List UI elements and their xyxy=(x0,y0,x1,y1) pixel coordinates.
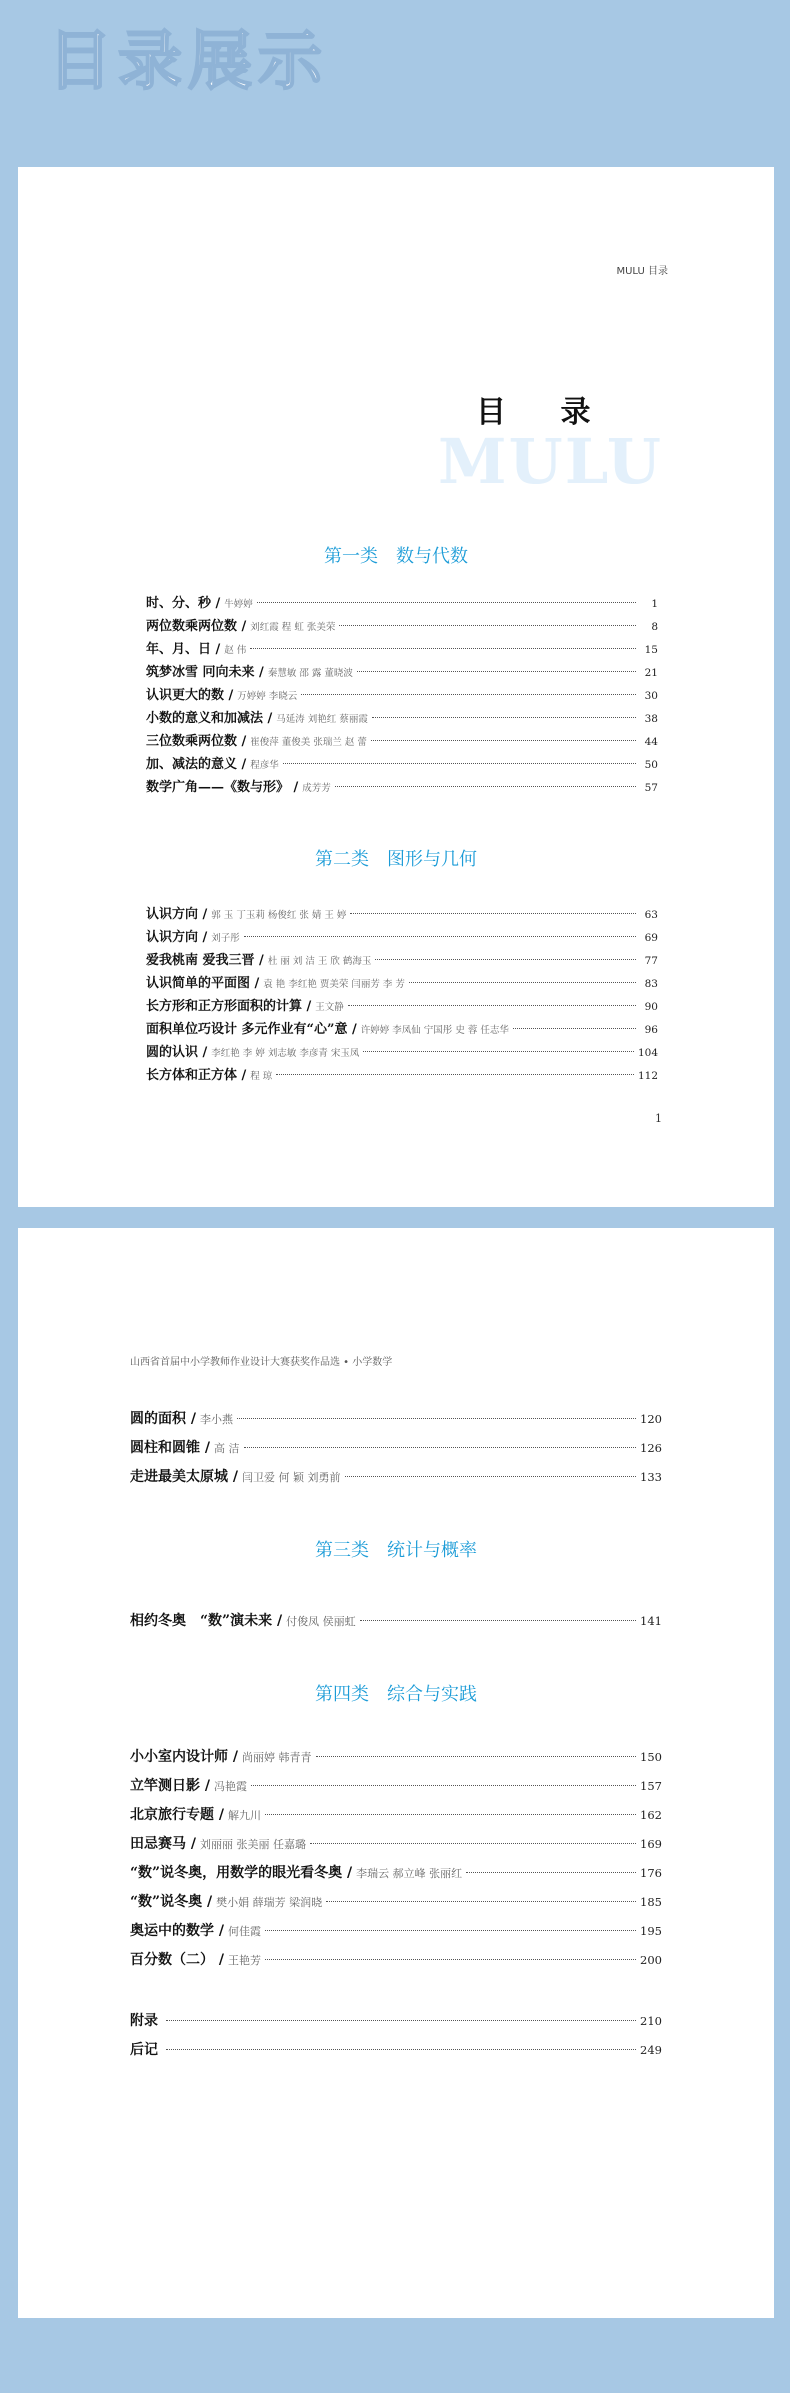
entry-title: 时、分、秒 / xyxy=(146,596,221,611)
toc-entry[interactable] xyxy=(130,1804,662,1833)
entry-author: 牛婷婷 xyxy=(224,599,253,610)
entry-author: 尚丽婷 韩青青 xyxy=(242,1751,312,1764)
entry-title: “数”说冬奥 / xyxy=(130,1894,213,1910)
entry-title: 奥运中的数学 / xyxy=(130,1923,224,1939)
entry-title: 相约冬奥 “数”演未来 / xyxy=(130,1613,283,1629)
entry-page-number: 195 xyxy=(640,1924,662,1938)
entry-title: 面积单位巧设计 多元作业有“心”意 / xyxy=(146,1022,357,1037)
toc-page-2 xyxy=(18,1228,774,2318)
entry-title: 爱我桃南 爱我三晋 / xyxy=(146,953,264,968)
toc-entry[interactable] xyxy=(146,926,658,949)
toc-title: 目 录 xyxy=(476,395,613,430)
dot-leader xyxy=(265,1814,636,1815)
toc-entry[interactable] xyxy=(130,1891,662,1920)
entry-title: 小数的意义和加减法 / xyxy=(146,711,273,726)
toc-list xyxy=(130,1746,662,1978)
entry-author: 郭 玉 丁玉莉 杨俊红 张 婧 王 婷 xyxy=(211,910,347,921)
entry-author: 李小燕 xyxy=(200,1413,233,1426)
toc-entry[interactable] xyxy=(146,949,658,972)
entry-title: 加、减法的意义 / xyxy=(146,757,247,772)
entry-page-number: 57 xyxy=(644,782,658,794)
dot-leader xyxy=(250,648,636,649)
dot-leader xyxy=(350,913,636,914)
entry-author: 许婷婷 李凤仙 宁国彤 史 蓉 任志华 xyxy=(360,1025,509,1036)
entry-title: 认识更大的数 / xyxy=(146,688,234,703)
toc-entry[interactable] xyxy=(130,1920,662,1949)
entry-title: 小小室内设计师 / xyxy=(130,1749,238,1765)
entry-page-number: 249 xyxy=(640,2043,662,2057)
entry-page-number: 50 xyxy=(644,759,658,771)
entry-page-number: 69 xyxy=(644,932,658,944)
toc-entry[interactable] xyxy=(130,1949,662,1978)
entry-title: 圆柱和圆锥 / xyxy=(130,1440,210,1456)
entry-page-number: 44 xyxy=(644,736,658,748)
entry-page-number: 133 xyxy=(640,1470,662,1484)
dot-leader xyxy=(345,1476,637,1477)
toc-entry[interactable] xyxy=(130,2039,662,2068)
entry-title: 筑梦冰雪 冋向未来 / xyxy=(146,665,264,680)
running-head: 山西省首届中小学教师作业设计大赛获奖作品选 • 小学数学 xyxy=(130,1357,393,1368)
dot-leader xyxy=(257,602,636,603)
entry-page-number: 83 xyxy=(644,978,658,990)
toc-entry[interactable] xyxy=(146,972,658,995)
entry-author: 崔俊萍 董俊美 张瑞兰 赵 蕾 xyxy=(250,737,367,748)
toc-entry[interactable] xyxy=(146,776,658,799)
toc-entry[interactable] xyxy=(146,1064,658,1087)
dot-leader xyxy=(265,1930,636,1931)
entry-title: 数学广角——《数与形》 / xyxy=(146,780,299,795)
entry-author: 李瑞云 郝立峰 张丽红 xyxy=(356,1867,463,1880)
entry-title: 圆的面积 / xyxy=(130,1411,196,1427)
toc-entry[interactable] xyxy=(130,1610,662,1639)
entry-title: 认识方向 / xyxy=(146,907,208,922)
entry-author: 杜 丽 刘 洁 王 欣 鹤海玉 xyxy=(267,956,372,967)
entry-title: 长方体和正方体 / xyxy=(146,1068,247,1083)
entry-title: 田忌赛马 / xyxy=(130,1836,196,1852)
entry-page-number: 185 xyxy=(640,1895,662,1909)
entry-title: 两位数乘两位数 / xyxy=(146,619,247,634)
entry-author: 刘子彤 xyxy=(211,933,240,944)
entry-title: 长方形和正方形面积的计算 / xyxy=(146,999,312,1014)
dot-leader xyxy=(301,694,636,695)
dot-leader xyxy=(348,1005,636,1006)
dot-leader xyxy=(335,786,636,787)
dot-leader xyxy=(513,1028,636,1029)
toc-entry[interactable] xyxy=(146,753,658,776)
entry-page-number: 1 xyxy=(651,598,658,610)
entry-page-number: 150 xyxy=(640,1750,662,1764)
entry-author: 万婷婷 李晓云 xyxy=(237,691,298,702)
entry-page-number: 200 xyxy=(640,1953,662,1967)
dot-leader xyxy=(339,625,636,626)
entry-page-number: 104 xyxy=(637,1047,658,1059)
toc-list xyxy=(146,592,658,799)
entry-page-number: 8 xyxy=(651,621,658,633)
entry-author: 解九川 xyxy=(228,1809,261,1822)
entry-title: “数”说冬奥，用数学的眼光看冬奥 / xyxy=(130,1865,353,1881)
entry-page-number: 112 xyxy=(637,1070,658,1082)
entry-author: 程 琼 xyxy=(250,1071,273,1082)
dot-leader xyxy=(360,1620,636,1621)
entry-author: 刘丽丽 张美丽 任嘉璐 xyxy=(200,1838,306,1851)
entry-title: 立竿测日影 / xyxy=(130,1778,210,1794)
dot-leader xyxy=(244,1447,637,1448)
entry-author: 付俊凤 侯丽虹 xyxy=(286,1615,356,1628)
toc-entry[interactable] xyxy=(146,707,658,730)
toc-entry[interactable] xyxy=(130,2010,662,2039)
dot-leader xyxy=(237,1418,636,1419)
entry-page-number: 15 xyxy=(644,644,658,656)
entry-page-number: 77 xyxy=(644,955,658,967)
toc-entry[interactable] xyxy=(146,1041,658,1064)
entry-title: 认识简单的平面图 / xyxy=(146,976,260,991)
entry-author: 闫卫爱 何 颖 刘勇前 xyxy=(242,1471,341,1484)
toc-list xyxy=(130,1408,662,1495)
toc-entry[interactable] xyxy=(130,1775,662,1804)
entry-author: 何佳霞 xyxy=(228,1925,261,1938)
dot-leader xyxy=(316,1756,637,1757)
dot-leader xyxy=(409,982,636,983)
toc-entry[interactable] xyxy=(146,995,658,1018)
entry-title: 走进最美太原城 / xyxy=(130,1469,238,1485)
entry-page-number: 176 xyxy=(640,1866,662,1880)
entry-title: 认识方向 / xyxy=(146,930,208,945)
toc-entry[interactable] xyxy=(130,1833,662,1862)
entry-author: 赵 伟 xyxy=(224,645,247,656)
entry-title: 年、月、日 / xyxy=(146,642,221,657)
entry-page-number: 157 xyxy=(640,1779,662,1793)
toc-entry[interactable] xyxy=(130,1437,662,1466)
entry-page-number: 126 xyxy=(640,1441,662,1455)
entry-page-number: 63 xyxy=(644,909,658,921)
toc-list xyxy=(130,2010,662,2068)
dot-leader xyxy=(310,1843,636,1844)
toc-entry[interactable] xyxy=(146,615,658,638)
entry-page-number: 96 xyxy=(644,1024,658,1036)
entry-page-number: 38 xyxy=(644,713,658,725)
toc-list xyxy=(146,903,658,1087)
dot-leader xyxy=(326,1901,636,1902)
toc-entry[interactable] xyxy=(146,661,658,684)
entry-author: 程彦华 xyxy=(250,760,279,771)
entry-page-number: 30 xyxy=(644,690,658,702)
entry-title: 百分数（二） / xyxy=(130,1952,224,1968)
section-title: 第二类 图形与几何 xyxy=(315,849,477,870)
entry-author: 王艳芳 xyxy=(228,1954,261,1967)
page-number: 1 xyxy=(655,1112,662,1125)
entry-author: 高 洁 xyxy=(214,1442,240,1455)
toc-entry[interactable] xyxy=(130,1408,662,1437)
entry-page-number: 120 xyxy=(640,1412,662,1426)
dot-leader xyxy=(244,936,636,937)
entry-author: 樊小娟 薛瑞芳 梁润晓 xyxy=(216,1896,323,1909)
toc-entry[interactable] xyxy=(130,1746,662,1775)
entry-title: 三位数乘两位数 / xyxy=(146,734,247,749)
entry-title: 附录 xyxy=(130,2013,158,2029)
dot-leader xyxy=(371,740,636,741)
entry-author: 冯艳霞 xyxy=(214,1780,247,1793)
banner-title: 目录展示 xyxy=(48,25,328,99)
dot-leader xyxy=(166,2020,636,2021)
running-head: MULU 目录 xyxy=(616,266,668,277)
toc-entry[interactable] xyxy=(146,638,658,661)
dot-leader xyxy=(265,1959,636,1960)
section-title: 第三类 统计与概率 xyxy=(315,1540,477,1561)
entry-title: 圆的认识 / xyxy=(146,1045,208,1060)
dot-leader xyxy=(372,717,636,718)
dot-leader xyxy=(357,671,636,672)
toc-list xyxy=(130,1610,662,1639)
dot-leader xyxy=(276,1074,634,1075)
toc-entry[interactable] xyxy=(146,903,658,926)
entry-author: 王文静 xyxy=(315,1002,344,1013)
toc-page-1 xyxy=(18,167,774,1207)
section-title: 第四类 综合与实践 xyxy=(315,1684,477,1705)
entry-author: 马延涛 刘艳红 蔡丽霞 xyxy=(276,714,368,725)
entry-author: 刘红霞 程 虹 张美荣 xyxy=(250,622,336,633)
entry-page-number: 162 xyxy=(640,1808,662,1822)
dot-leader xyxy=(166,2049,636,2050)
mulu-watermark: MULU xyxy=(438,425,663,498)
dot-leader xyxy=(466,1872,636,1873)
entry-page-number: 210 xyxy=(640,2014,662,2028)
dot-leader xyxy=(375,959,636,960)
entry-page-number: 141 xyxy=(640,1614,662,1628)
toc-entry[interactable] xyxy=(130,1466,662,1495)
entry-title: 后记 xyxy=(130,2042,158,2058)
toc-entry[interactable] xyxy=(146,592,658,615)
toc-entry[interactable] xyxy=(130,1862,662,1891)
entry-author: 成芳芳 xyxy=(302,783,331,794)
section-title: 第一类 数与代数 xyxy=(324,546,468,567)
entry-author: 袁 艳 李红艳 贾美荣 闫丽芳 李 芳 xyxy=(263,979,405,990)
entry-author: 秦慧敏 邵 露 董晓波 xyxy=(267,668,353,679)
entry-page-number: 169 xyxy=(640,1837,662,1851)
toc-entry[interactable] xyxy=(146,684,658,707)
toc-entry[interactable] xyxy=(146,1018,658,1041)
entry-page-number: 21 xyxy=(644,667,658,679)
entry-author: 李红艳 李 婷 刘志敏 李彦青 宋玉凤 xyxy=(211,1048,360,1059)
dot-leader xyxy=(251,1785,636,1786)
entry-title: 北京旅行专题 / xyxy=(130,1807,224,1823)
dot-leader xyxy=(363,1051,634,1052)
toc-entry[interactable] xyxy=(146,730,658,753)
dot-leader xyxy=(283,763,636,764)
entry-page-number: 90 xyxy=(644,1001,658,1013)
